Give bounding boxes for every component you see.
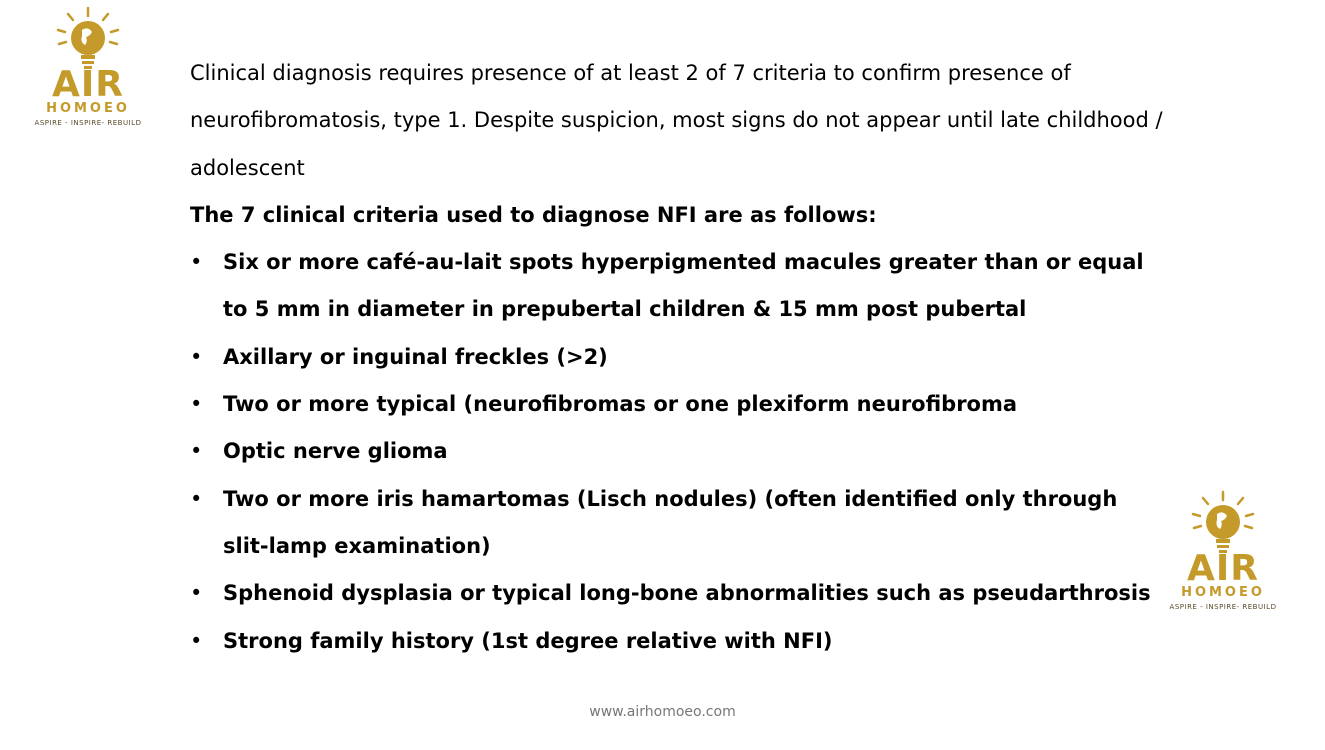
intro-paragraph: Clinical diagnosis requires presence of at least 2 of 7 criteria to confirm presence of neurofibromatosis, type 1. Despite suspicion, most signs do not appear until late childhood / adolescent — [190, 61, 1163, 180]
criteria-item — [190, 239, 1170, 334]
criteria-item — [190, 428, 1170, 475]
criteria-text: Six or more café-au-lait spots hyperpigmented macules greater than or equal to 5 mm in diameter in prepubertal children & 15 mm post pubertal — [223, 250, 1144, 322]
criteria-text: Sphenoid dysplasia or typical long-bone abnormalities such as pseudarthrosis — [223, 581, 1151, 606]
criteria-item — [190, 618, 1170, 665]
criteria-item — [190, 334, 1170, 381]
criteria-text: Optic nerve glioma — [223, 439, 448, 464]
criteria-list — [190, 239, 1170, 665]
footer-url[interactable]: www.airhomoeo.com — [589, 704, 736, 720]
bullet-icon: • — [190, 392, 203, 417]
criteria-heading: The 7 clinical criteria used to diagnose NFI are as follows: — [190, 202, 877, 227]
criteria-item — [190, 570, 1170, 617]
logo-wordmark: AIR — [1187, 548, 1259, 589]
logo-tagline: ASPIRE - INSPIRE- REBUILD — [1169, 603, 1277, 611]
criteria-text: Two or more iris hamartomas (Lisch nodules) (often identified only through slit-lamp examination) — [223, 486, 1118, 558]
bullet-icon: • — [190, 486, 203, 511]
logo-tagline: ASPIRE - INSPIRE- REBUILD — [34, 119, 142, 127]
logo-subtitle: HOMOEO — [46, 101, 130, 116]
criteria-text: Strong family history (1st degree relative with NFI) — [223, 628, 833, 653]
bullet-icon: • — [190, 581, 203, 606]
criteria-item — [190, 381, 1170, 428]
brand-logo-bottom-right — [1169, 490, 1277, 620]
criteria-text: Axillary or inguinal freckles (>2) — [223, 344, 608, 369]
slide-body — [190, 50, 1170, 665]
lightbulb-icon — [53, 6, 123, 72]
criteria-item — [190, 476, 1170, 571]
criteria-text: Two or more typical (neurofibromas or one plexiform neurofibroma — [223, 392, 1018, 417]
bullet-icon: • — [190, 628, 203, 653]
brand-logo-top-left — [34, 6, 142, 136]
bullet-icon: • — [190, 250, 203, 275]
logo-wordmark: AIR — [52, 64, 124, 105]
logo-subtitle: HOMOEO — [1181, 585, 1265, 600]
lightbulb-icon — [1188, 490, 1258, 556]
bullet-icon: • — [190, 344, 203, 369]
bullet-icon: • — [190, 439, 203, 464]
